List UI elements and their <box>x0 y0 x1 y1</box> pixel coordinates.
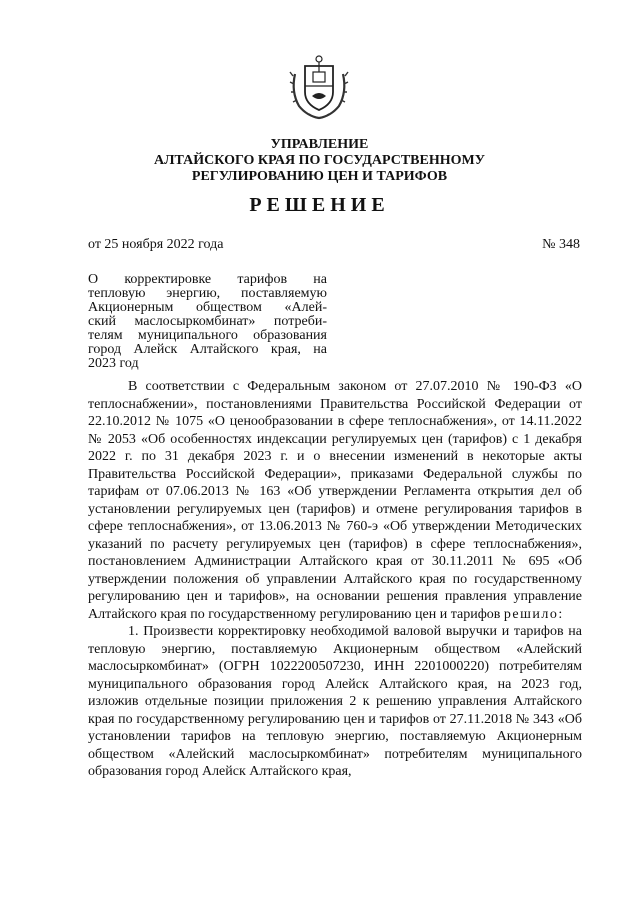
document-body <box>88 378 582 781</box>
document-number: № 348 <box>542 237 580 252</box>
subject-line: телям муниципального образования <box>88 328 327 343</box>
paragraph-preamble <box>88 378 582 623</box>
org-line-2: АЛТАЙСКОГО КРАЯ ПО ГОСУДАРСТВЕННОМУ <box>154 153 485 168</box>
paragraph-item-1: 1. Произвести корректировку необходимой валовой выручки и тарифов на тепловую энергию, поставляемую Акционерным обществом «Алейский маслосыркомбинат» (ОГРН 1022200507230, ИНН 2201000220) потребителям муниципального образования город Алейск Алтайского края, на 2023 год, изложив отдельные позиции приложения 2 к решению управления Алтайского края по государственному регулированию цен и тарифов от 27.11.2018 № 343 «Об установлении тарифов на тепловую энергию, поставляемую Акционерным обществом «Алейский маслосыркомбинат» потребителям муниципального образования город Алейск Алтайского края, <box>88 624 582 779</box>
subject-line: Акционерным обществом «Алей- <box>88 300 327 315</box>
subject-line: ский маслосыркомбинат» потреби- <box>88 314 327 329</box>
org-line-3: РЕГУЛИРОВАНИЮ ЦЕН И ТАРИФОВ <box>191 169 448 184</box>
preamble-colon: : <box>558 606 563 622</box>
subject-line: 2023 год <box>88 356 139 371</box>
resolved-word: решило <box>503 606 559 622</box>
org-line-1: УПРАВЛЕНИЕ <box>270 137 369 152</box>
subject-line: О корректировке тарифов на <box>88 272 327 287</box>
document-subject <box>88 273 327 371</box>
subject-line: город Алейск Алтайского края, на <box>88 342 327 357</box>
subject-line: тепловую энергию, поставляемую <box>88 286 327 301</box>
preamble-text: В соответствии с Федеральным законом от 27.07.2010 № 190-ФЗ «О теплоснабжении», постановлениями Правительства Российской Федерации от 22.10.2012 № 1075 «О ценообразовании в сфере теплоснабжения», от 14.11.2022 № 2053 «Об особенностях индексации регулируемых цен (тарифов) с 1 декабря 2022 г. по 31 декабря 2023 г. и о внесении изменений в некоторые акты Правительства Российской Федерации», приказами Федеральной службы по тарифам от 07.06.2013 № 163 «Об утверждении Регламента открытия дел об установлении регулируемых цен (тарифов) и отмене регулирования тарифов в сфере теплоснабжения», от 13.06.2013 № 760-э «Об утверждении Методических указаний по расчету регулируемых цен (тарифов) в сфере теплоснабжения», постановлением Администрации Алтайского края от 30.11.2011 № 695 «Об утверждении положения об управлении Алтайского края по государственному регулированию цен и тарифов», на основании решения правления управление Алтайского края по государственному регулированию цен и тарифов <box>88 379 582 622</box>
coat-of-arms-icon <box>285 52 353 122</box>
document-type-title: РЕШЕНИЕ <box>249 194 390 216</box>
organization-name <box>0 137 639 185</box>
document-date: от 25 ноября 2022 года <box>88 237 224 252</box>
